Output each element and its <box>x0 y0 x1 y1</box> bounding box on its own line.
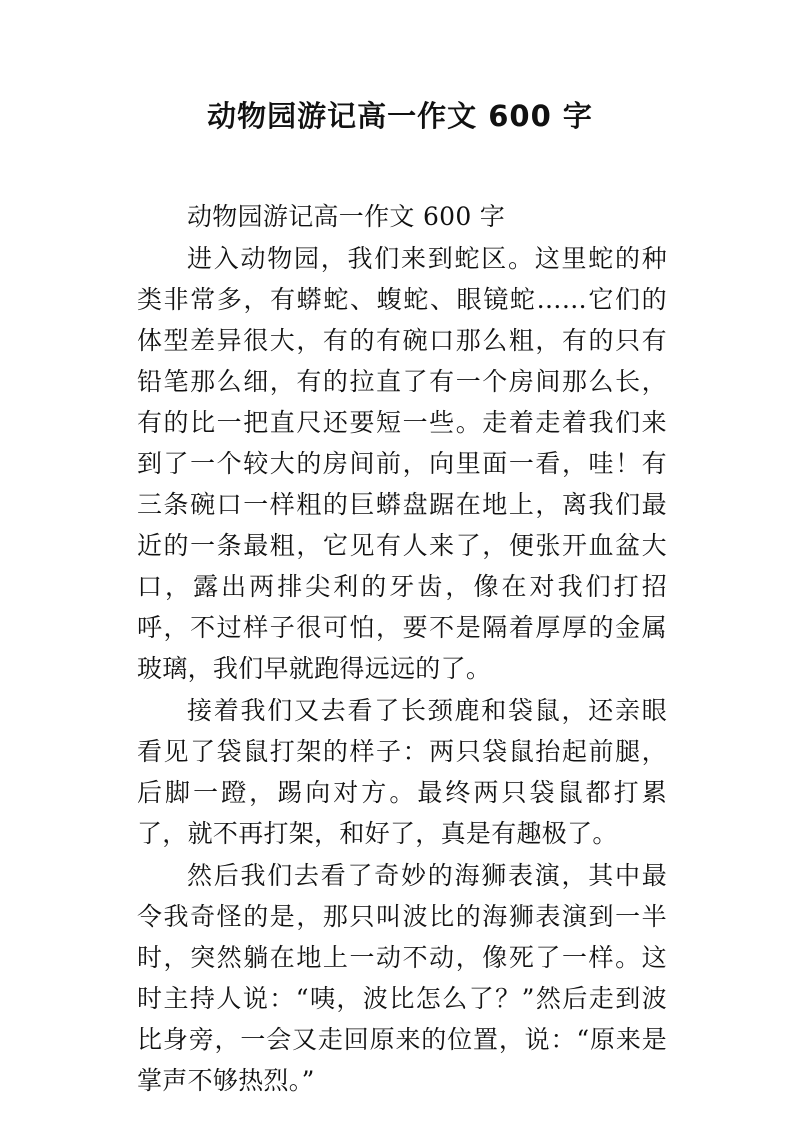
document-title: 动物园游记高一作文 600 字 <box>207 99 593 133</box>
paragraph-subtitle: 动物园游记高一作文 600 字 <box>187 202 506 231</box>
document-body <box>137 196 667 1101</box>
paragraph-giraffe-kangaroo: 接着我们又去看了长颈鹿和袋鼠，还亲眼看见了袋鼠打架的样子：两只袋鼠抬起前腿，后脚一蹬，踢向对方。最终两只袋鼠都打累了，就不再打架，和好了，真是有趣极了。 <box>137 696 667 848</box>
paragraph-sea-lion-show: 然后我们去看了奇妙的海狮表演，其中最令我奇怪的是，那只叫波比的海狮表演到一半时，突然躺在地上一动不动，像死了一样。这时主持人说：“咦，波比怎么了？”然后走到波比身旁，一会又走回原来的位置，说：“原来是掌声不够热烈。” <box>137 861 667 1095</box>
paragraph-snake-area: 进入动物园，我们来到蛇区。这里蛇的种类非常多，有蟒蛇、蝮蛇、眼镜蛇……它们的体型差异很大，有的有碗口那么粗，有的只有铅笔那么细，有的拉直了有一个房间那么长，有的比一把直尺还要短一些。走着走着我们来到了一个较大的房间前，向里面一看，哇！有三条碗口一样粗的巨蟒盘踞在地上，离我们最近的一条最粗，它见有人来了，便张开血盆大口，露出两排尖利的牙齿，像在对我们打招呼，不过样子很可怕，要不是隔着厚厚的金属玻璃，我们早就跑得远远的了。 <box>137 244 667 683</box>
